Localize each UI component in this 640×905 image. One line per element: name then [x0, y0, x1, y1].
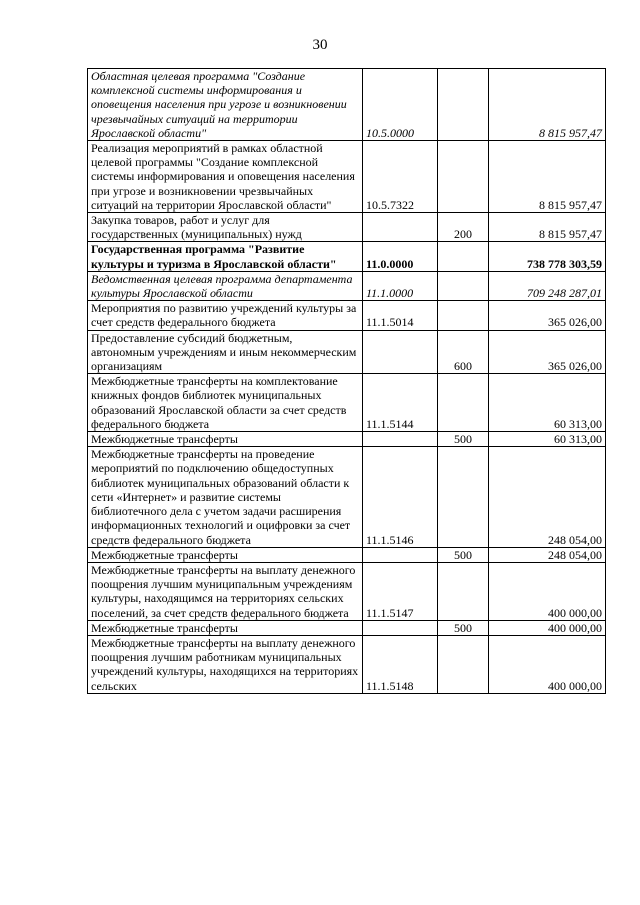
row-amount-cell: 60 313,00 — [489, 432, 606, 447]
table-row — [88, 432, 606, 447]
table-row — [88, 635, 606, 693]
row-code-cell: 11.1.5148 — [363, 635, 438, 693]
row-code-cell: 10.5.7322 — [363, 141, 438, 213]
row-code-cell: 11.0.0000 — [363, 242, 438, 271]
row-amount-cell: 8 815 957,47 — [489, 213, 606, 242]
row-name-cell: Межбюджетные трансферты на выплату денежного поощрения лучшим муниципальным учреждениям культуры, находящимся на территориях сельских поселений, за счет средств федерального бюджета — [88, 562, 363, 620]
row-code-cell — [363, 213, 438, 242]
table-row — [88, 374, 606, 432]
row-code-cell — [363, 432, 438, 447]
row-type-cell — [438, 271, 489, 300]
row-name-cell: Мероприятия по развитию учреждений культуры за счет средств федерального бюджета — [88, 301, 363, 330]
table-row — [88, 69, 606, 141]
row-type-cell: 500 — [438, 620, 489, 635]
table-row — [88, 620, 606, 635]
row-amount-cell: 738 778 303,59 — [489, 242, 606, 271]
row-name-cell: Межбюджетные трансферты — [88, 432, 363, 447]
table-row — [88, 271, 606, 300]
row-amount-cell: 248 054,00 — [489, 447, 606, 547]
row-amount-cell: 365 026,00 — [489, 330, 606, 374]
row-amount-cell: 60 313,00 — [489, 374, 606, 432]
row-code-cell — [363, 547, 438, 562]
table-row — [88, 301, 606, 330]
row-type-cell: 500 — [438, 432, 489, 447]
row-amount-cell: 400 000,00 — [489, 562, 606, 620]
table-row — [88, 562, 606, 620]
table-row — [88, 547, 606, 562]
row-type-cell — [438, 301, 489, 330]
budget-table-body — [88, 69, 606, 694]
table-row — [88, 141, 606, 213]
row-type-cell — [438, 141, 489, 213]
row-name-cell: Закупка товаров, работ и услуг для государственных (муниципальных) нужд — [88, 213, 363, 242]
row-name-cell: Межбюджетные трансферты — [88, 547, 363, 562]
row-amount-cell: 709 248 287,01 — [489, 271, 606, 300]
row-type-cell: 500 — [438, 547, 489, 562]
row-code-cell: 11.1.5146 — [363, 447, 438, 547]
row-amount-cell: 400 000,00 — [489, 620, 606, 635]
row-name-cell: Межбюджетные трансферты на комплектование книжных фондов библиотек муниципальных образований Ярославской области за счет средств федерального бюджета — [88, 374, 363, 432]
row-name-cell: Государственная программа "Развитие культуры и туризма в Ярославской области" — [88, 242, 363, 271]
row-type-cell — [438, 635, 489, 693]
row-type-cell: 200 — [438, 213, 489, 242]
table-row — [88, 213, 606, 242]
row-type-cell — [438, 374, 489, 432]
row-amount-cell: 8 815 957,47 — [489, 69, 606, 141]
row-code-cell: 11.1.5147 — [363, 562, 438, 620]
row-code-cell: 10.5.0000 — [363, 69, 438, 141]
page-number: 30 — [312, 37, 328, 53]
row-amount-cell: 365 026,00 — [489, 301, 606, 330]
row-code-cell: 11.1.5144 — [363, 374, 438, 432]
row-code-cell — [363, 620, 438, 635]
row-name-cell: Ведомственная целевая программа департамента культуры Ярославской области — [88, 271, 363, 300]
table-row — [88, 242, 606, 271]
row-type-cell: 600 — [438, 330, 489, 374]
row-name-cell: Реализация мероприятий в рамках областной целевой программы "Создание комплексной системы информирования и оповещения населения при угрозе и возникновении чрезвычайных ситуаций на территории Ярославской области" — [88, 141, 363, 213]
row-name-cell: Межбюджетные трансферты на выплату денежного поощрения лучшим работникам муниципальных учреждений культуры, находящихся на территориях сельских — [88, 635, 363, 693]
row-type-cell — [438, 447, 489, 547]
row-amount-cell: 8 815 957,47 — [489, 141, 606, 213]
row-amount-cell: 400 000,00 — [489, 635, 606, 693]
budget-table — [87, 68, 606, 694]
table-row — [88, 447, 606, 547]
row-name-cell: Областная целевая программа "Создание комплексной системы информирования и оповещения населения при угрозе и возникновении чрезвычайных ситуаций на территории Ярославской области" — [88, 69, 363, 141]
row-name-cell: Межбюджетные трансферты на проведение мероприятий по подключению общедоступных библиотек муниципальных образований области к сети «Интернет» и развитие системы библиотечного дела с учетом задачи расширения информационных технологий и оцифровки за счет средств федерального бюджета — [88, 447, 363, 547]
row-amount-cell: 248 054,00 — [489, 547, 606, 562]
row-name-cell: Межбюджетные трансферты — [88, 620, 363, 635]
row-type-cell — [438, 242, 489, 271]
row-name-cell: Предоставление субсидий бюджетным, автономным учреждениям и иным некоммерческим организациям — [88, 330, 363, 374]
row-code-cell: 11.1.5014 — [363, 301, 438, 330]
row-code-cell: 11.1.0000 — [363, 271, 438, 300]
row-code-cell — [363, 330, 438, 374]
row-type-cell — [438, 562, 489, 620]
table-row — [88, 330, 606, 374]
row-type-cell — [438, 69, 489, 141]
